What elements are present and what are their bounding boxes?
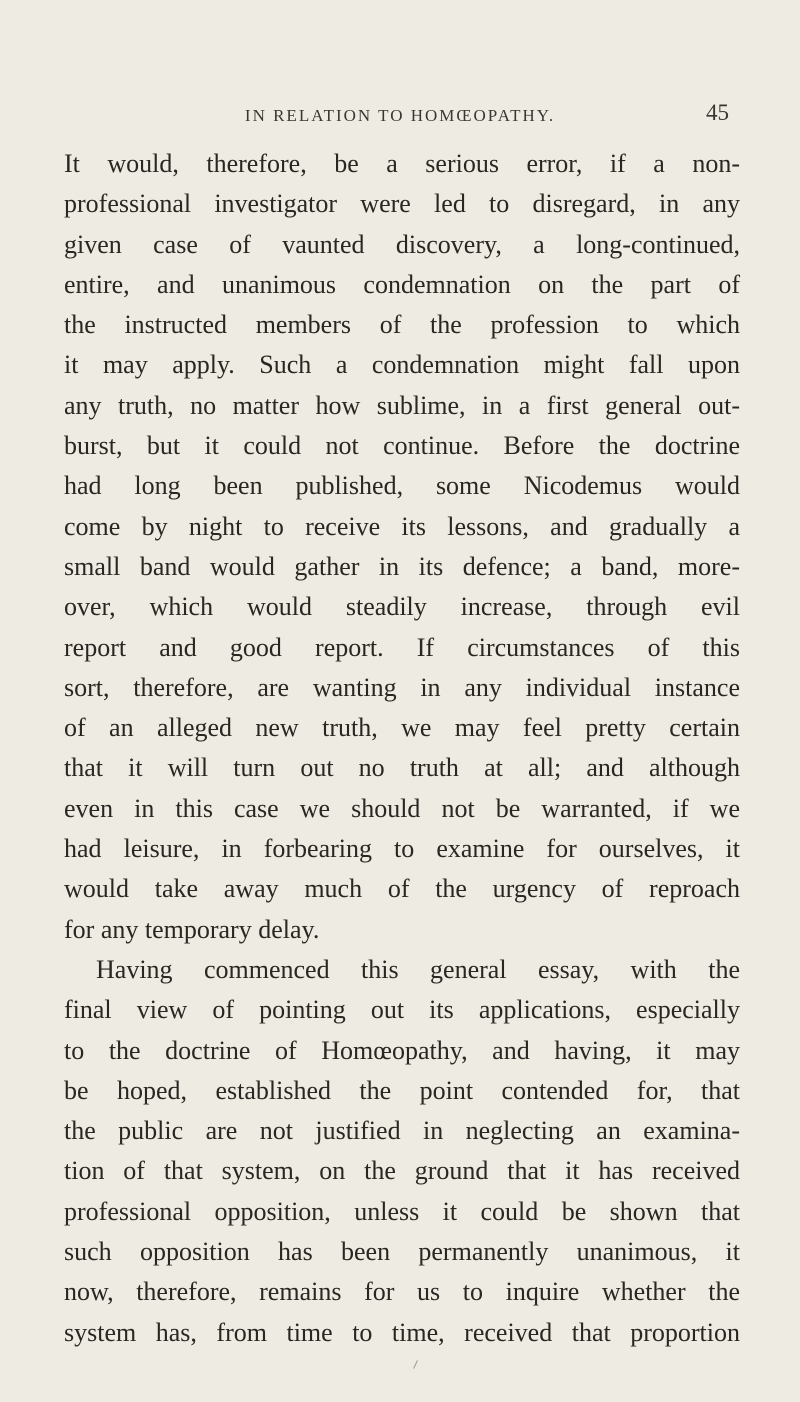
text-line: Having commenced this general essay, with the xyxy=(96,954,740,984)
text-line: professional investigator were led to disregard, in any xyxy=(64,189,740,219)
text-line: for any temporary delay. xyxy=(64,914,320,944)
text-line: to the doctrine of Homœopathy, and having, it may xyxy=(64,1035,740,1065)
text-line: the instructed members of the profession to which xyxy=(64,310,740,340)
text-line: of an alleged new truth, we may feel pretty certain xyxy=(64,713,740,743)
text-line: such opposition has been permanently unanimous, it xyxy=(64,1237,740,1267)
text-line: even in this case we should not be warranted, if we xyxy=(64,793,740,823)
page-number: 45 xyxy=(706,100,729,125)
text-line: had long been published, some Nicodemus would xyxy=(64,471,740,501)
text-line: now, therefore, remains for us to inquire whether the xyxy=(64,1277,740,1307)
text-line: be hoped, established the point contended for, that xyxy=(64,1075,740,1105)
paragraph-2 xyxy=(64,950,740,1353)
text-line: final view of pointing out its applications, especially xyxy=(64,995,740,1025)
text-line: sort, therefore, are wanting in any individual instance xyxy=(64,672,740,702)
text-line: entire, and unanimous condemnation on the part of xyxy=(64,269,740,299)
text-line: professional opposition, unless it could be shown that xyxy=(64,1196,740,1226)
text-line: had leisure, in forbearing to examine for ourselves, it xyxy=(64,834,740,864)
text-line: the public are not justified in neglecting an examina- xyxy=(64,1116,740,1146)
text-line: system has, from time to time, received that proportion xyxy=(64,1317,740,1347)
text-line: given case of vaunted discovery, a long-continued, xyxy=(64,229,740,259)
text-line: would take away much of the urgency of reproach xyxy=(64,874,740,904)
text-line: burst, but it could not continue. Before the doctrine xyxy=(64,431,740,461)
paragraph-1 xyxy=(64,144,740,950)
text-line: that it will turn out no truth at all; and although xyxy=(64,753,740,783)
text-line: over, which would steadily increase, through evil xyxy=(64,592,740,622)
text-line: report and good report. If circumstances of this xyxy=(64,632,740,662)
text-line: small band would gather in its defence; a band, more- xyxy=(64,551,740,581)
text-line: it may apply. Such a condemnation might fall upon xyxy=(64,350,740,380)
body-text xyxy=(64,144,740,1353)
text-line: It would, therefore, be a serious error, if a non- xyxy=(64,149,740,178)
paper-speck xyxy=(413,1360,418,1369)
text-line: come by night to receive its lessons, and gradually a xyxy=(64,511,740,541)
text-line: tion of that system, on the ground that it has received xyxy=(64,1156,740,1186)
text-line: any truth, no matter how sublime, in a first general out- xyxy=(64,390,740,420)
running-head: IN RELATION TO HOMŒOPATHY. xyxy=(244,106,556,125)
